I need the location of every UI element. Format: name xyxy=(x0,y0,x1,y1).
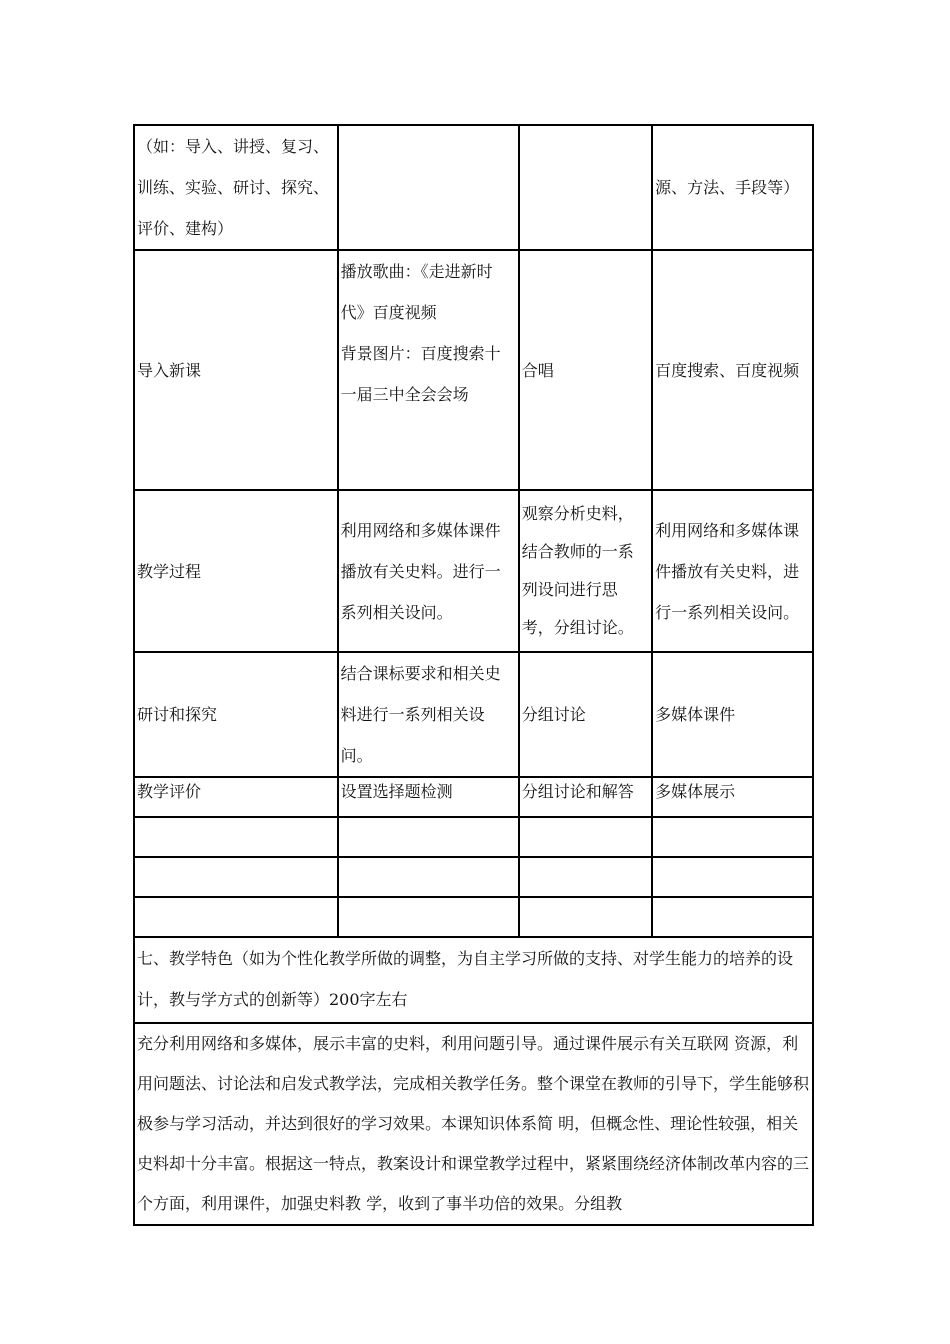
table-row xyxy=(134,652,813,777)
media-cell: 利用网络和多媒体课件播放有关史料，进行一系列相关设问。 xyxy=(652,490,813,652)
empty-row xyxy=(134,857,813,897)
section7-heading-row xyxy=(134,937,813,1023)
table-header-row xyxy=(134,125,813,250)
teacher-line: 播放歌曲：《走进新时代》百度视频 xyxy=(340,262,493,322)
empty-row xyxy=(134,897,813,937)
stage-cell: 研讨和探究 xyxy=(134,652,338,777)
teacher-activity-cell: 利用网络和多媒体课件播放有关史料。进行一系列相关设问。 xyxy=(338,490,519,652)
table-row xyxy=(134,250,813,490)
media-cell: 百度搜索、百度视频 xyxy=(652,250,813,490)
stage-cell: 教学评价 xyxy=(134,777,338,817)
student-activity-cell: 观察分析史料，结合教师的一系列设问进行思考，分组讨论。 xyxy=(519,490,652,652)
student-activity-cell: 分组讨论 xyxy=(519,652,652,777)
empty-cell xyxy=(652,857,813,897)
media-cell: 多媒体展示 xyxy=(652,777,813,817)
table-row xyxy=(134,490,813,652)
empty-cell xyxy=(338,857,519,897)
student-activity-cell: 合唱 xyxy=(519,250,652,490)
table-row xyxy=(134,777,813,817)
teacher-activity-cell: 设置选择题检测 xyxy=(338,777,519,817)
media-cell: 多媒体课件 xyxy=(652,652,813,777)
empty-cell xyxy=(134,857,338,897)
empty-cell xyxy=(519,857,652,897)
empty-cell xyxy=(652,817,813,857)
empty-cell xyxy=(652,897,813,937)
section7-heading: 七、教学特色（如为个性化教学所做的调整，为自主学习所做的支持、对学生能力的培养的设计，教与学方式的创新等）200字左右 xyxy=(134,937,813,1023)
empty-cell xyxy=(134,817,338,857)
section7-body-row xyxy=(134,1023,813,1225)
header-col1: （如：导入、讲授、复习、训练、实验、研讨、探究、评价、建构） xyxy=(134,125,338,250)
empty-cell xyxy=(519,897,652,937)
empty-cell xyxy=(338,897,519,937)
header-col2 xyxy=(338,125,519,250)
student-activity-cell: 分组讨论和解答 xyxy=(519,777,652,817)
stage-cell: 导入新课 xyxy=(134,250,338,490)
lesson-plan-table xyxy=(133,124,814,1226)
stage-cell: 教学过程 xyxy=(134,490,338,652)
teacher-line: 背景图片：百度搜索十一届三中全会会场 xyxy=(340,344,501,404)
header-col4: 源、方法、手段等） xyxy=(652,125,813,250)
empty-cell xyxy=(338,817,519,857)
section7-body: 充分利用网络和多媒体，展示丰富的史料，利用问题引导。通过课件展示有关互联网 资源，利用问题法、讨论法和启发式教学法，完成相关教学任务。整个课堂在教师的引导下，学生能够积极参与学习活动，并达到很好的学习效果。本课知识体系简 明，但概念性、理论性较强，相关史料却十分丰富。根据这一特点，教案设计和课堂教学过程中，紧紧围绕经济体制改革内容的三个方面，利用课件，加强史料教 学，收到了事半功倍的效果。分组教 xyxy=(134,1023,813,1225)
teacher-activity-cell: 结合课标要求和相关史料进行一系列相关设问。 xyxy=(338,652,519,777)
empty-cell xyxy=(134,897,338,937)
empty-row xyxy=(134,817,813,857)
teacher-activity-cell xyxy=(338,250,519,490)
empty-cell xyxy=(519,817,652,857)
header-col3 xyxy=(519,125,652,250)
